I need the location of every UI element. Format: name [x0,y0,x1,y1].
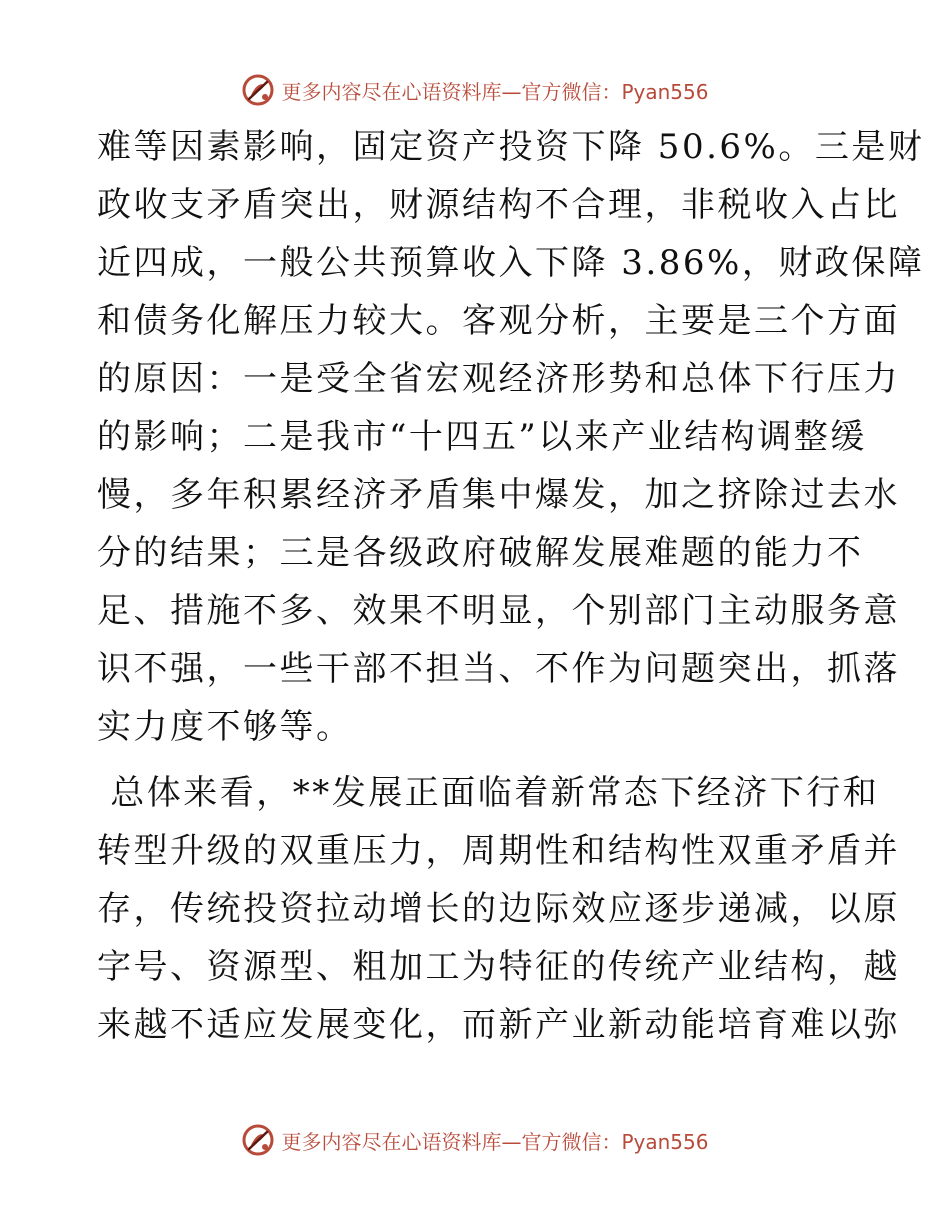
text-line: 的影响；二是我市“十四五”以来产业结构调整缓 [97,417,867,457]
text-line: 政收支矛盾突出，财源结构不合理，非税收入占比 [97,185,900,225]
footer-banner-text: 更多内容尽在心语资料库—官方微信：Pyan556 [281,1129,709,1154]
document-body [97,118,925,1054]
text-line: 总体来看，**发展正面临着新常态下经济下行和 [97,773,880,813]
text-line: 慢，多年积累经济矛盾集中爆发，加之挤除过去水 [97,475,900,515]
text-line: 足、措施不多、效果不明显，个别部门主动服务意 [97,591,900,631]
logo-icon [241,73,275,107]
header-banner-text: 更多内容尽在心语资料库—官方微信：Pyan556 [281,79,709,104]
text-line: 转型升级的双重压力，周期性和结构性双重矛盾并 [97,831,900,871]
text-line: 识不强，一些干部不担当、不作为问题突出，抓落 [97,649,900,689]
footer-banner [0,1120,950,1160]
paragraph-2 [97,764,900,1054]
paragraph-1 [97,118,925,756]
text-line: 和债务化解压力较大。客观分析，主要是三个方面 [97,301,900,341]
text-line: 实力度不够等。 [97,707,353,747]
text-line: 字号、资源型、粗加工为特征的传统产业结构，越 [97,947,900,987]
text-line: 来越不适应发展变化，而新产业新动能培育难以弥 [97,1005,900,1045]
header-banner [0,70,950,110]
text-line: 的原因：一是受全省宏观经济形势和总体下行压力 [97,359,900,399]
text-line: 分的结果；三是各级政府破解发展难题的能力不 [97,533,864,573]
text-line: 存，传统投资拉动增长的边际效应逐步递减，以原 [97,889,900,929]
text-line: 近四成，一般公共预算收入下降 3.86%，财政保障 [97,243,925,283]
logo-icon [241,1123,275,1157]
text-line: 难等因素影响，固定资产投资下降 50.6%。三是财 [97,127,925,167]
